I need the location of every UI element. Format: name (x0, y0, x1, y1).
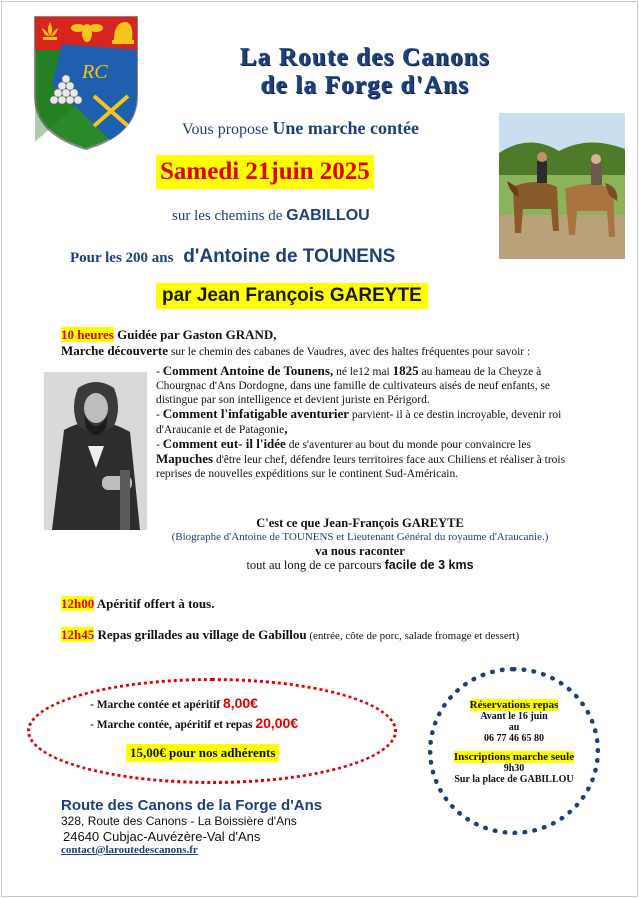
storyteller-line: par Jean François GAREYTE (156, 283, 428, 309)
schedule-apero: 12h00 Apéritif offert à tous. (61, 596, 215, 611)
inscription-title: Inscriptions marche seule (453, 751, 575, 763)
marche-bold: Marche découverte (61, 343, 168, 358)
reservation-title: Réservations repas (469, 699, 559, 711)
guide-text: Guidée par Gaston GRAND, (117, 327, 277, 342)
guide-line (61, 328, 581, 342)
address-line-2: 24640 Cubjac-Auvézère-Val d'Ans (63, 829, 261, 844)
story-point: - Comment Antoine de Tounens, né le12 mai 1825 au hameau de la Cheyze à Chourgnac d'Ans Dordogne, dans une famille de cultivateurs aisés de neuf enfants, se distingue par son intelligence et devient juriste en Périgord. (156, 363, 551, 406)
crest-monogram: RC (82, 61, 108, 83)
story-point: - Comment eut- il l'idée de s'aventurer au bout du monde pour convaincre les Mapuches d'être leur chef, défendre leurs territoires face aux Chiliens et réaliser à trois reprises de nouvelles expéditions sur le continent Sud-Américain. (156, 436, 566, 480)
title-line-1: La Route des Canons (240, 44, 490, 71)
contact-email-link[interactable]: contact@laroutedescanons.fr (61, 844, 198, 856)
program-block (61, 328, 581, 359)
address-block (61, 797, 322, 856)
story-point: - Comment l'infatigable aventurier parvient- il à ce destin incroyable, devenir roi d'Araucanie et de Patagonie, (156, 406, 562, 436)
marche-line (61, 344, 581, 359)
schedule-repas: 12h45 Repas grillades au village de Gabillou (entrée, côte de porc, salade fromage et dessert) (61, 627, 520, 642)
narrator-line-1: C'est ce que Jean-François GAREYTE (256, 516, 464, 530)
narrator-bio: (Biographe d'Antoine de TOUNENS et Lieutenant Général du royaume d'Araucanie.) (171, 531, 549, 543)
narrator-block (150, 516, 570, 572)
marche-text: sur le chemin des cabanes de Vaudres, avec des haltes fréquentes pour savoir : (167, 346, 531, 358)
schedule-time: 12h00 (61, 596, 95, 611)
price-line: - Marche contée, apéritif et repas 20,00€ (90, 715, 299, 731)
reservation-phone: 06 77 46 65 80 (484, 733, 544, 744)
anniversary-name: d'Antoine de TOUNENS (183, 246, 396, 267)
story-points (156, 364, 576, 481)
price-line: - Marche contée et apéritif 8,00€ (90, 695, 258, 711)
intro-prefix: Vous propose (182, 121, 269, 138)
prices-oval (27, 678, 397, 784)
schedule-time: 12h45 (61, 627, 95, 642)
event-date: Samedi 21juin 2025 (156, 155, 374, 189)
location-place: GABILLOU (286, 207, 370, 224)
title-line-2: de la Forge d'Ans (260, 72, 470, 99)
location-prefix: sur les chemins de (172, 208, 283, 224)
guide-time: 10 heures (61, 327, 114, 342)
intro-line (182, 118, 419, 139)
address-line-1: 328, Route des Canons - La Boissière d'Ans (61, 814, 297, 828)
portrait-photo (44, 372, 147, 530)
anniversary-line (70, 246, 395, 268)
horses-photo (499, 113, 625, 259)
narrator-line-2: va nous raconter (315, 544, 405, 558)
member-price: 15,00€ pour nos adhérents (126, 744, 279, 762)
org-name: Route des Canons de la Forge d'Ans (61, 797, 323, 814)
reservation-block: Réservations repas Avant le 16 juin au 06 77 46 65 80 Inscriptions marche seule 9h30 Sur la place de GABILLOU (434, 700, 594, 785)
location-line (172, 207, 370, 225)
anniversary-prefix: Pour les 200 ans (70, 250, 174, 266)
intro-highlight: Une marche contée (272, 118, 419, 138)
coat-of-arms-logo (32, 14, 140, 152)
narrator-line-3: tout au long de ce parcours facile de 3 kms (246, 558, 474, 572)
